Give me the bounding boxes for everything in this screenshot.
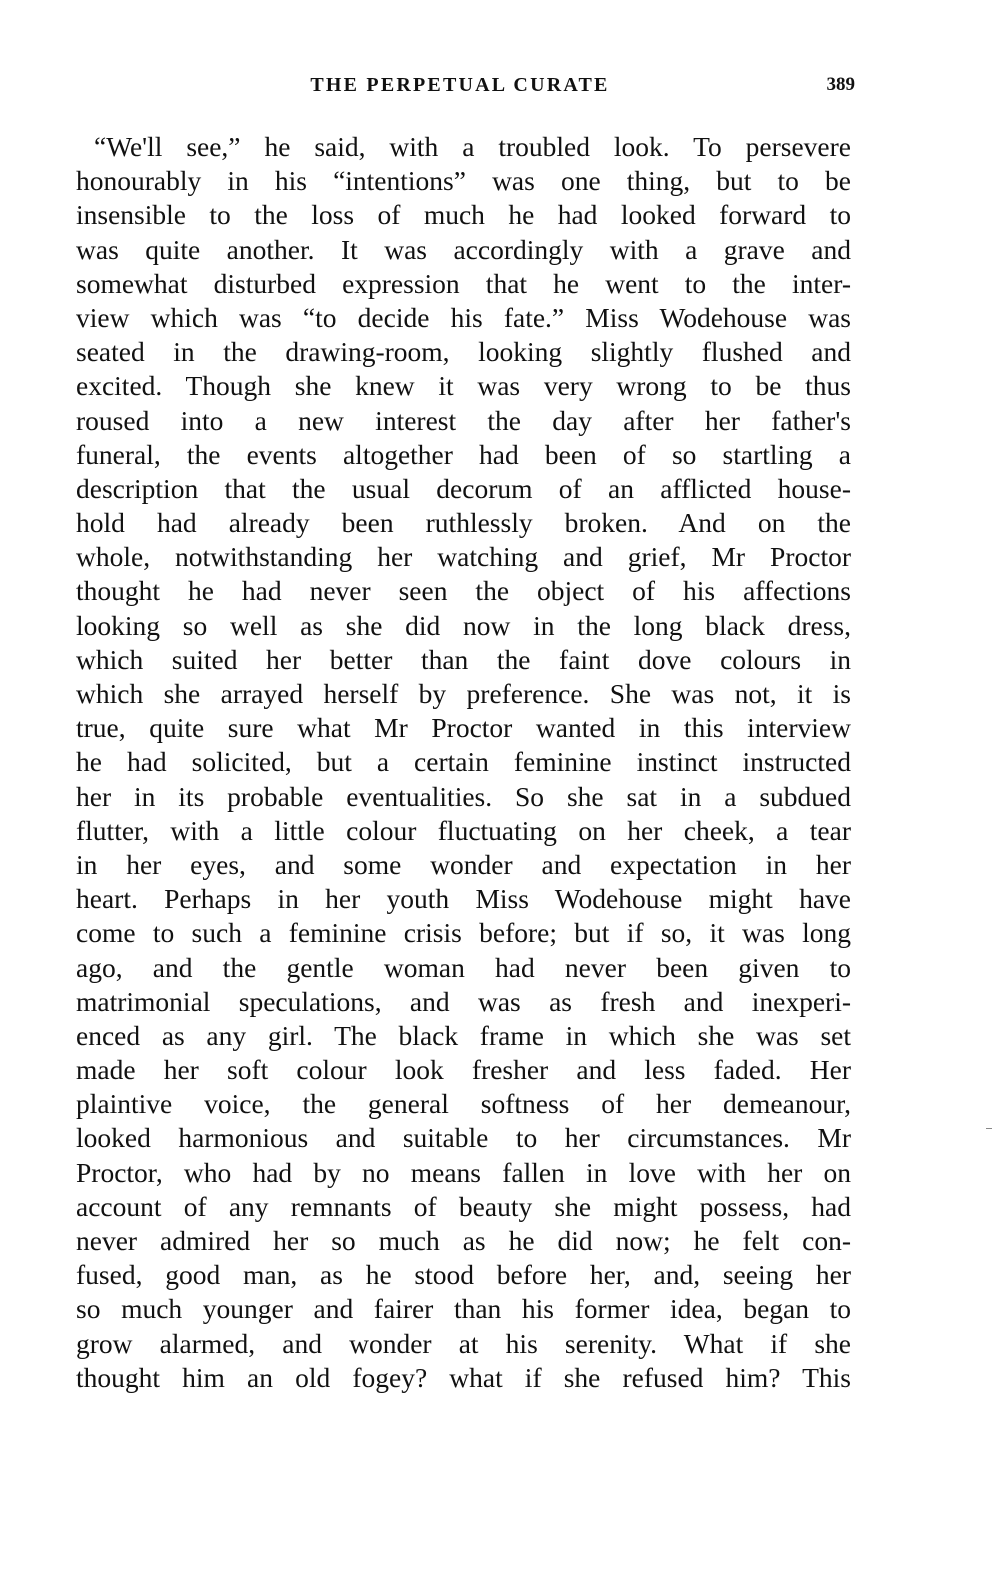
- running-header: [0, 74, 1000, 104]
- text-line: which suited her better than the faint dove colours in: [76, 643, 851, 675]
- text-line: so much younger and fairer than his former idea, began to: [76, 1293, 851, 1325]
- text-line: was quite another. It was accordingly with a grave and: [76, 233, 851, 265]
- text-line: flutter, with a little colour fluctuating on her cheek, a tear: [76, 814, 851, 846]
- running-title: THE PERPETUAL CURATE: [310, 74, 610, 96]
- text-line: thought he had never seen the object of his affections: [76, 575, 851, 607]
- text-line: her in its probable eventualities. So she sat in a subdued: [76, 780, 851, 812]
- text-line: which she arrayed herself by preference. She was not, it is: [76, 678, 851, 709]
- text-line: excited. Though she knew it was very wrong to be thus: [76, 370, 851, 402]
- text-line: account of any remnants of beauty she might possess, had: [76, 1190, 851, 1222]
- text-line: whole, notwithstanding her watching and grief, Mr Proctor: [76, 541, 851, 573]
- page-number: 389: [826, 74, 855, 95]
- text-line: never admired her so much as he did now; he felt con-: [76, 1225, 851, 1256]
- text-line: honourably in his “intentions” was one thing, but to be: [76, 165, 851, 197]
- text-line: hold had already been ruthlessly broken. And on the: [76, 507, 851, 539]
- text-line: funeral, the events altogether had been of so startling a: [76, 438, 851, 470]
- text-line: enced as any girl. The black frame in which she was set: [76, 1019, 851, 1051]
- text-line: looked harmonious and suitable to her circumstances. Mr: [76, 1122, 851, 1154]
- text-line: in her eyes, and some wonder and expectation in her: [76, 848, 851, 880]
- text-line: view which was “to decide his fate.” Miss Wodehouse was: [76, 301, 851, 333]
- text-line: insensible to the loss of much he had looked forward to: [76, 199, 851, 231]
- scan-margin-mark: [986, 1128, 992, 1129]
- text-line: Proctor, who had by no means fallen in love with her on: [76, 1156, 851, 1188]
- text-line: he had solicited, but a certain feminine instinct instructed: [76, 746, 851, 778]
- text-line: seated in the drawing-room, looking slightly flushed and: [76, 336, 851, 368]
- text-line: looking so well as she did now in the long black dress,: [76, 609, 851, 641]
- text-line: “We'll see,” he said, with a troubled look. To persevere: [94, 131, 851, 162]
- body-text: [76, 130, 851, 1395]
- text-line: thought him an old fogey? what if she refused him? This: [76, 1361, 851, 1393]
- text-line: true, quite sure what Mr Proctor wanted in this interview: [76, 712, 851, 744]
- text-line: fused, good man, as he stood before her, and, seeing her: [76, 1259, 851, 1291]
- text-line: come to such a feminine crisis before; but if so, it was long: [76, 917, 851, 949]
- text-line: plaintive voice, the general softness of her demeanour,: [76, 1088, 851, 1120]
- text-line: roused into a new interest the day after her father's: [76, 404, 851, 436]
- text-line: heart. Perhaps in her youth Miss Wodehouse might have: [76, 883, 851, 915]
- text-line: description that the usual decorum of an afflicted house-: [76, 472, 851, 504]
- text-line: made her soft colour look fresher and less faded. Her: [76, 1054, 851, 1086]
- text-line: grow alarmed, and wonder at his serenity. What if she: [76, 1327, 851, 1359]
- text-line: matrimonial speculations, and was as fresh and inexperi-: [76, 985, 851, 1017]
- text-line: ago, and the gentle woman had never been given to: [76, 951, 851, 983]
- text-line: somewhat disturbed expression that he went to the inter-: [76, 267, 851, 299]
